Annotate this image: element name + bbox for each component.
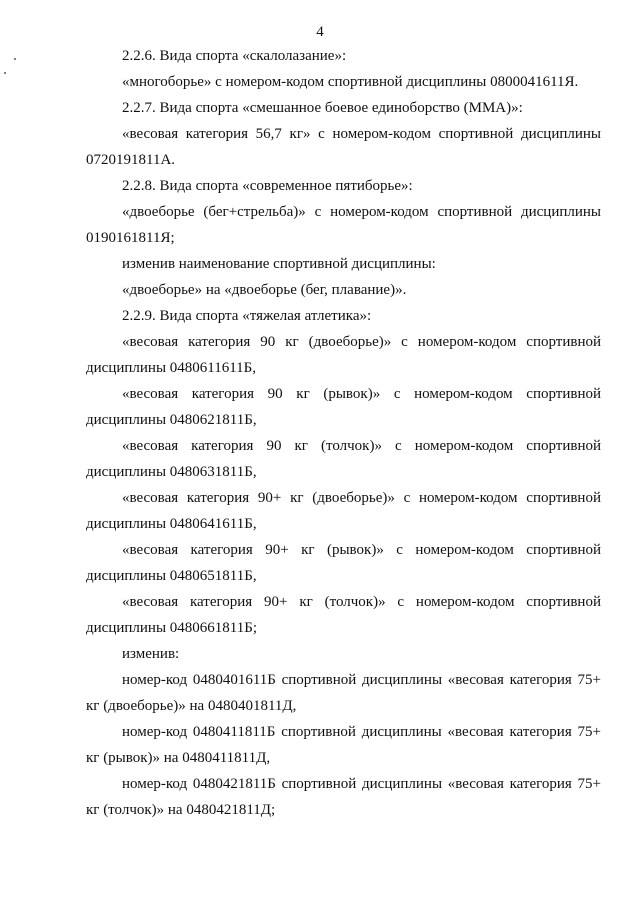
- discipline-item: «весовая категория 90+ кг (толчок)» с номером-кодом спортивной дисциплины 0480661811Б;: [86, 594, 601, 636]
- amendment-item: «двоеборье» на «двоеборье (бег, плавание)».: [122, 282, 407, 298]
- scan-speck: [14, 58, 16, 60]
- amendment-intro: изменив:: [122, 646, 180, 662]
- discipline-item: «двоеборье (бег+стрельба)» с номером-кодом спортивной дисциплины 0190161811Я;: [86, 204, 601, 246]
- discipline-item: «весовая категория 90+ кг (рывок)» с номером-кодом спортивной дисциплины 0480651811Б,: [86, 542, 601, 584]
- discipline-item: «весовая категория 90 кг (двоеборье)» с номером-кодом спортивной дисциплины 0480611611Б,: [86, 334, 601, 376]
- discipline-item: «многоборье» с номером-кодом спортивной дисциплины 0800041611Я.: [122, 74, 579, 90]
- section-heading-2-2-6: 2.2.6. Вида спорта «скалолазание»:: [122, 48, 347, 64]
- amendment-item: номер-код 0480401611Б спортивной дисциплины «весовая категория 75+ кг (двоеборье)» на 0480401811Д,: [86, 672, 601, 714]
- discipline-item: «весовая категория 56,7 кг» с номером-кодом спортивной дисциплины 0720191811А.: [86, 126, 601, 168]
- discipline-item: «весовая категория 90+ кг (двоеборье)» с номером-кодом спортивной дисциплины 0480641611Б,: [86, 490, 601, 532]
- page-number: 4: [316, 24, 324, 40]
- amendment-item: номер-код 0480421811Б спортивной дисциплины «весовая категория 75+ кг (толчок)» на 0480421811Д;: [86, 776, 601, 818]
- document-body: [86, 43, 601, 823]
- section-heading-2-2-8: 2.2.8. Вида спорта «современное пятиборье»:: [122, 178, 413, 194]
- section-heading-2-2-7: 2.2.7. Вида спорта «смешанное боевое единоборство (ММА)»:: [122, 100, 523, 116]
- section-heading-2-2-9: 2.2.9. Вида спорта «тяжелая атлетика»:: [122, 308, 372, 324]
- amendment-item: номер-код 0480411811Б спортивной дисциплины «весовая категория 75+ кг (рывок)» на 0480411811Д,: [86, 724, 601, 766]
- scan-speck: [4, 72, 6, 74]
- discipline-item: «весовая категория 90 кг (рывок)» с номером-кодом спортивной дисциплины 0480621811Б,: [86, 386, 601, 428]
- amendment-intro: изменив наименование спортивной дисциплины:: [122, 256, 436, 272]
- discipline-item: «весовая категория 90 кг (толчок)» с номером-кодом спортивной дисциплины 0480631811Б,: [86, 438, 601, 480]
